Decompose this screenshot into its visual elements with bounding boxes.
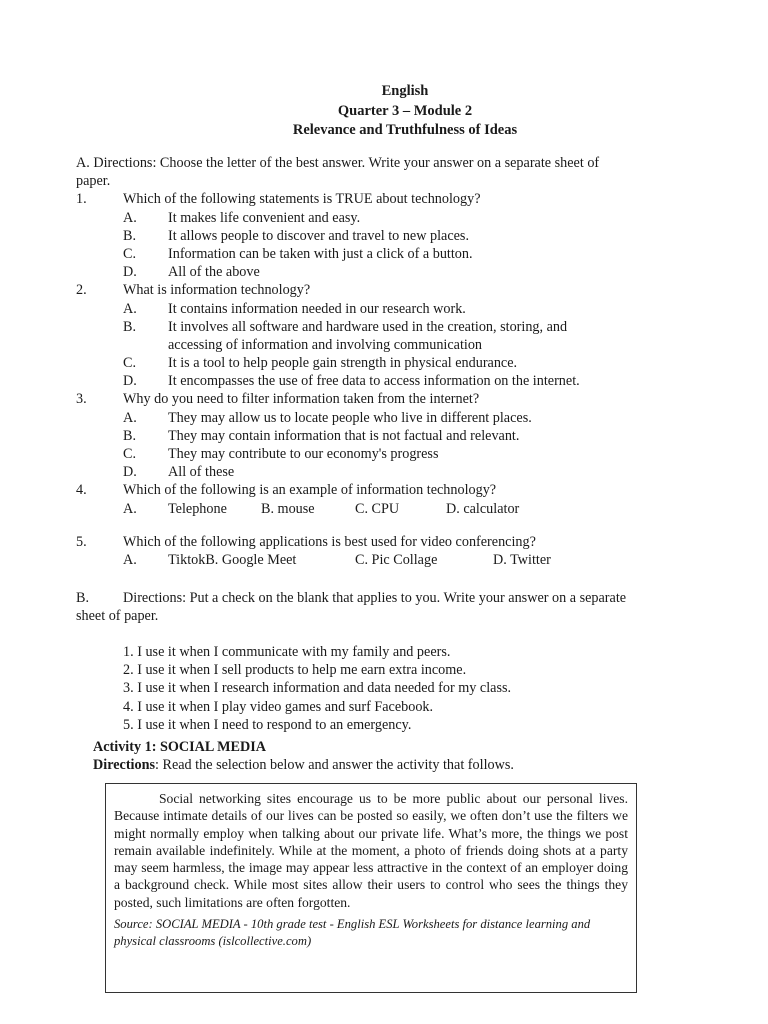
activity-directions bbox=[93, 756, 733, 774]
q1-option-d: D. All of the above bbox=[123, 264, 260, 281]
subject-title: English bbox=[381, 83, 429, 99]
checklist-item: 2. I use it when I sell products to help me earn extra income. bbox=[123, 662, 467, 679]
checklist-item: 4. I use it when I play video games and surf Facebook. bbox=[123, 698, 434, 715]
section-a-directions: A. Directions: Choose the letter of the best answer. Write your answer on a separate sheet of bbox=[76, 155, 600, 171]
selection-source: Source: SOCIAL MEDIA - 10th grade test - English ESL Worksheets for distance learning and physical classrooms (islcollective.com) bbox=[114, 917, 591, 949]
checklist-item: 1. I use it when I communicate with my family and peers. bbox=[123, 644, 451, 660]
activity-section bbox=[93, 738, 733, 774]
activity-directions-label: Directions bbox=[93, 757, 155, 774]
checklist-item: 5. I use it when I need to respond to an emergency. bbox=[123, 716, 412, 733]
quarter-title: Quarter 3 – Module 2 bbox=[337, 102, 473, 119]
module-title: Relevance and Truthfulness of Ideas bbox=[292, 122, 518, 138]
q1-option-c: C. Information can be taken with just a click of a button. bbox=[123, 245, 473, 262]
activity-title: Activity 1: SOCIAL MEDIA bbox=[93, 739, 267, 755]
question-3: 3. Why do you need to filter information taken from the internet? bbox=[76, 391, 480, 408]
checklist-item: 3. I use it when I research information and data needed for my class. bbox=[123, 680, 512, 697]
selection-box bbox=[105, 783, 637, 993]
q3-option-d: D. All of these bbox=[123, 464, 235, 481]
question-2: 2. What is information technology? bbox=[76, 282, 311, 299]
q3-option-c: C. They may contribute to our economy's progress bbox=[123, 446, 439, 462]
section-b-directions-cont: sheet of paper. bbox=[76, 608, 159, 625]
document-header bbox=[0, 82, 768, 141]
section-b-directions: B. Directions: Put a check on the blank that applies to you. Write your answer on a separate bbox=[76, 590, 627, 606]
selection-paragraph: Social networking sites encourage us to be more public about our personal lives. Because intimate details of our lives can be posted so easily, we often don’t use the filters we might normally employ when talking about our private life. What’s more, the things we post remain available indefinitely. While at the moment, a photo of friends doing shots at a party may seem harmless, the image may appear less attractive in the context of an employer doing a background check. While most sites allow their users to control who sees the things they posted, such limitations are often forgotten. bbox=[114, 791, 628, 910]
q5-options: A. TiktokB. Google Meet C. Pic Collage D. Twitter bbox=[123, 552, 551, 569]
question-4: 4. Which of the following is an example of information technology? bbox=[76, 482, 497, 499]
q2-option-d: D. It encompasses the use of free data to access information on the internet. bbox=[123, 373, 580, 390]
activity-directions-text: : Read the selection below and answer the activity that follows. bbox=[155, 757, 514, 774]
section-a bbox=[76, 154, 721, 518]
q3-option-b: B. They may contain information that is not factual and relevant. bbox=[123, 427, 520, 444]
q1-option-b: B. It allows people to discover and travel to new places. bbox=[123, 227, 469, 244]
section-b bbox=[76, 589, 756, 625]
q2-option-a: A. It contains information needed in our research work. bbox=[123, 300, 466, 317]
question-5: 5. Which of the following applications is best used for video conferencing? bbox=[76, 534, 536, 550]
q3-option-a: A. They may allow us to locate people who live in different places. bbox=[123, 409, 532, 426]
section-b-items bbox=[123, 643, 768, 734]
question-5-block bbox=[76, 533, 721, 569]
section-a-directions-cont: paper. bbox=[76, 173, 111, 190]
q2-option-b-cont: accessing of information and involving communication bbox=[168, 336, 483, 353]
question-1: 1. Which of the following statements is TRUE about technology? bbox=[76, 191, 481, 208]
q1-option-a: A. It makes life convenient and easy. bbox=[123, 209, 361, 226]
q2-option-c: C. It is a tool to help people gain strength in physical endurance. bbox=[123, 355, 518, 372]
q4-options: A. Telephone B. mouse C. CPU D. calculator bbox=[123, 500, 520, 517]
q2-option-b: B. It involves all software and hardware used in the creation, storing, and bbox=[123, 318, 568, 335]
